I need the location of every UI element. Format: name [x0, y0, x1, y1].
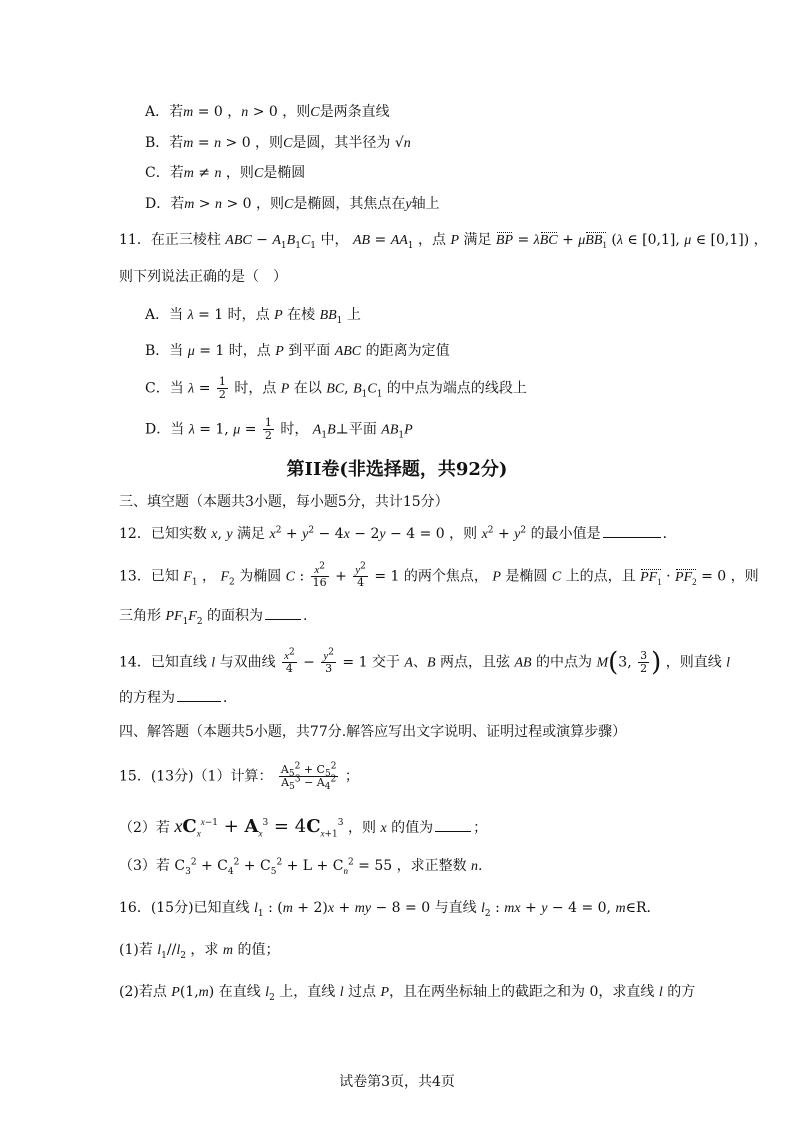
q10-option-a: A．若m = 0 ，n > 0 ，则C是两条直线 [145, 104, 390, 120]
fraction-one-half: $\frac{1}{2}$ [218, 375, 226, 401]
q11-option-b: B．当 μ = 1 时，点 P 到平面 ABC 的距离为定值 [145, 343, 450, 359]
q15-part-1: 15．(13分)（1）计算： $\frac{A_5^2 + C_5^2}{A_5^3 - A_4^2}$ ； [119, 761, 359, 793]
section-4-header: 四、解答题（本题共5小题，共77分.解答应写出文字说明、证明过程或演算步骤） [119, 724, 627, 740]
q12: 12．已知实数 x, y 满足 $x^2 + y^2 - 4x - 2y - 4 = 0$ ，则 $x^2 + y^2$ 的最小值是 ． [119, 525, 677, 542]
page-footer: 试卷第3页，共4页 [339, 1074, 455, 1090]
section-ii-title: 第II卷(非选择题，共92分) [286, 459, 508, 480]
q14-line-1: 14．已知直线 l 与双曲线 $\frac{x^2}{4}$ − $\frac{y^2}{3}$ = 1 交于 A、B 两点，且弦 AB 的中点为 M(3, $\frac{3}{2}$ ) ，则直线 l [119, 647, 731, 678]
q15-part-3: （3）若 $C_3^2 + C_4^2 + C_5^2 + L + C_n^2 = 55$ ，求正整数 n. [119, 857, 483, 877]
q13-line-2: 三角形 $PF_1F_2$ 的面积为 . [119, 608, 308, 627]
q10-option-c: C．若m ≠ n ，则C是椭圆 [145, 165, 306, 181]
q11-option-a: A．当 λ = 1 时，点 P 在棱 $BB_1$ 上 [145, 307, 361, 326]
q11-stem: 11．在正三棱柱 ABC − $A_1B_1C_1$ 中， AB = $AA_1$ ，点 P 满足 BP = λBC + μBB$_1$ (λ ∈ [0,1], μ ∈ [0,1]) ， [119, 232, 768, 251]
q15-part-2: （2）若 $xC_x^{x-1} + A_x^3 = 4C_{x+1}^3$ ，则 x 的值为 ； [119, 816, 488, 840]
q10-option-d: D．若m > n > 0 ，则C是椭圆，其焦点在y轴上 [145, 196, 440, 212]
q13-line-1: 13．已知 $F_1$ ， $F_2$ 为椭圆 C : $\frac{x^2}{16}$ + $\frac{y^2}{4}$ = 1 的两个焦点， P 是椭圆 C 上的点，且 $PF_1 \cdot PF_2 = 0$ ，则 [119, 561, 759, 589]
q16-stem: 16．(15分)已知直线 $l_1$ : (m + 2)x + my − 8 = 0 与直线 $l_2$ : mx + y − 4 = 0, m∈R． [119, 900, 661, 919]
section-3-header: 三、填空题（本题共3小题，每小题5分，共计15分） [119, 494, 449, 510]
q16-part-2: (2)若点 P(1,m) 在直线 $l_2$ 上，直线 l 过点 P，且在两坐标轴上的截距之和为 0，求直线 l 的方 [119, 984, 696, 1003]
q14-line-2: 的方程为 ． [119, 690, 237, 706]
q10-option-b: B．若m = n > 0 ，则C是圆，其半径为 √n [145, 135, 411, 151]
fraction-one-half: $\frac{1}{2}$ [264, 416, 272, 442]
q16-part-1: (1)若 $l_1//l_2$ ，求 m 的值； [119, 942, 280, 961]
q11-stem-2: 则下列说法正确的是（ ） [119, 269, 287, 285]
q11-option-c: C．当 λ = $\frac{1}{2}$ 时，点 P 在以 BC, $B_1C_1$ 的中点为端点的线段上 [145, 375, 527, 401]
q11-option-d: D．当 λ = 1, μ = $\frac{1}{2}$ 时， $A_1B\perp$平面 $AB_1P$ [145, 416, 413, 442]
